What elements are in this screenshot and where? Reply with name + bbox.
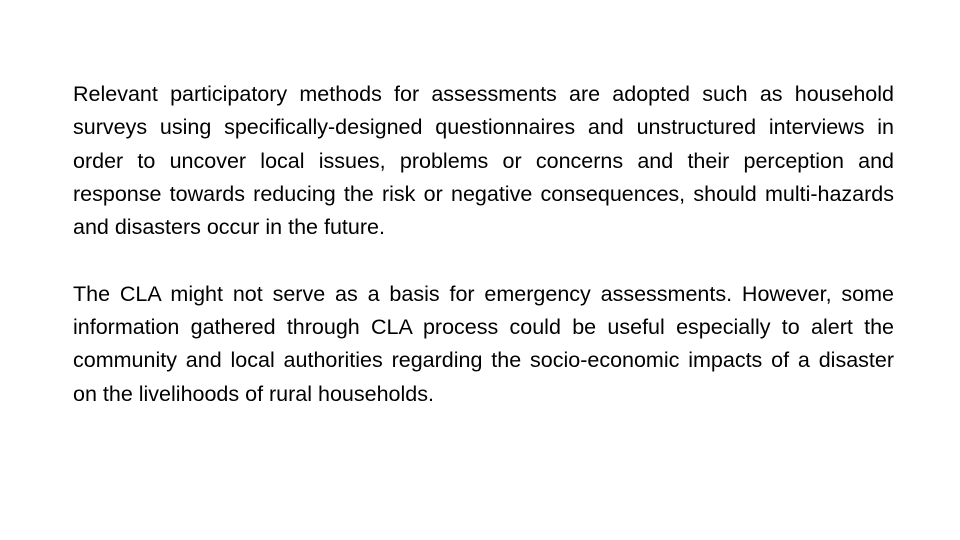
paragraph-methods: Relevant participatory methods for assessments are adopted such as household surveys using specifically-designed questionnaires and unstructured interviews in order to uncover local issues, problems or concerns and their perception and response towards reducing the risk or negative consequences, should multi-hazards and disasters occur in the future. bbox=[73, 82, 894, 240]
slide-body bbox=[73, 78, 894, 411]
paragraph-cla: The CLA might not serve as a basis for emergency assessments. However, some information gathered through CLA process could be useful especially to alert the community and local authorities regarding the socio-economic impacts of a disaster on the livelihoods of rural households. bbox=[73, 281, 894, 406]
